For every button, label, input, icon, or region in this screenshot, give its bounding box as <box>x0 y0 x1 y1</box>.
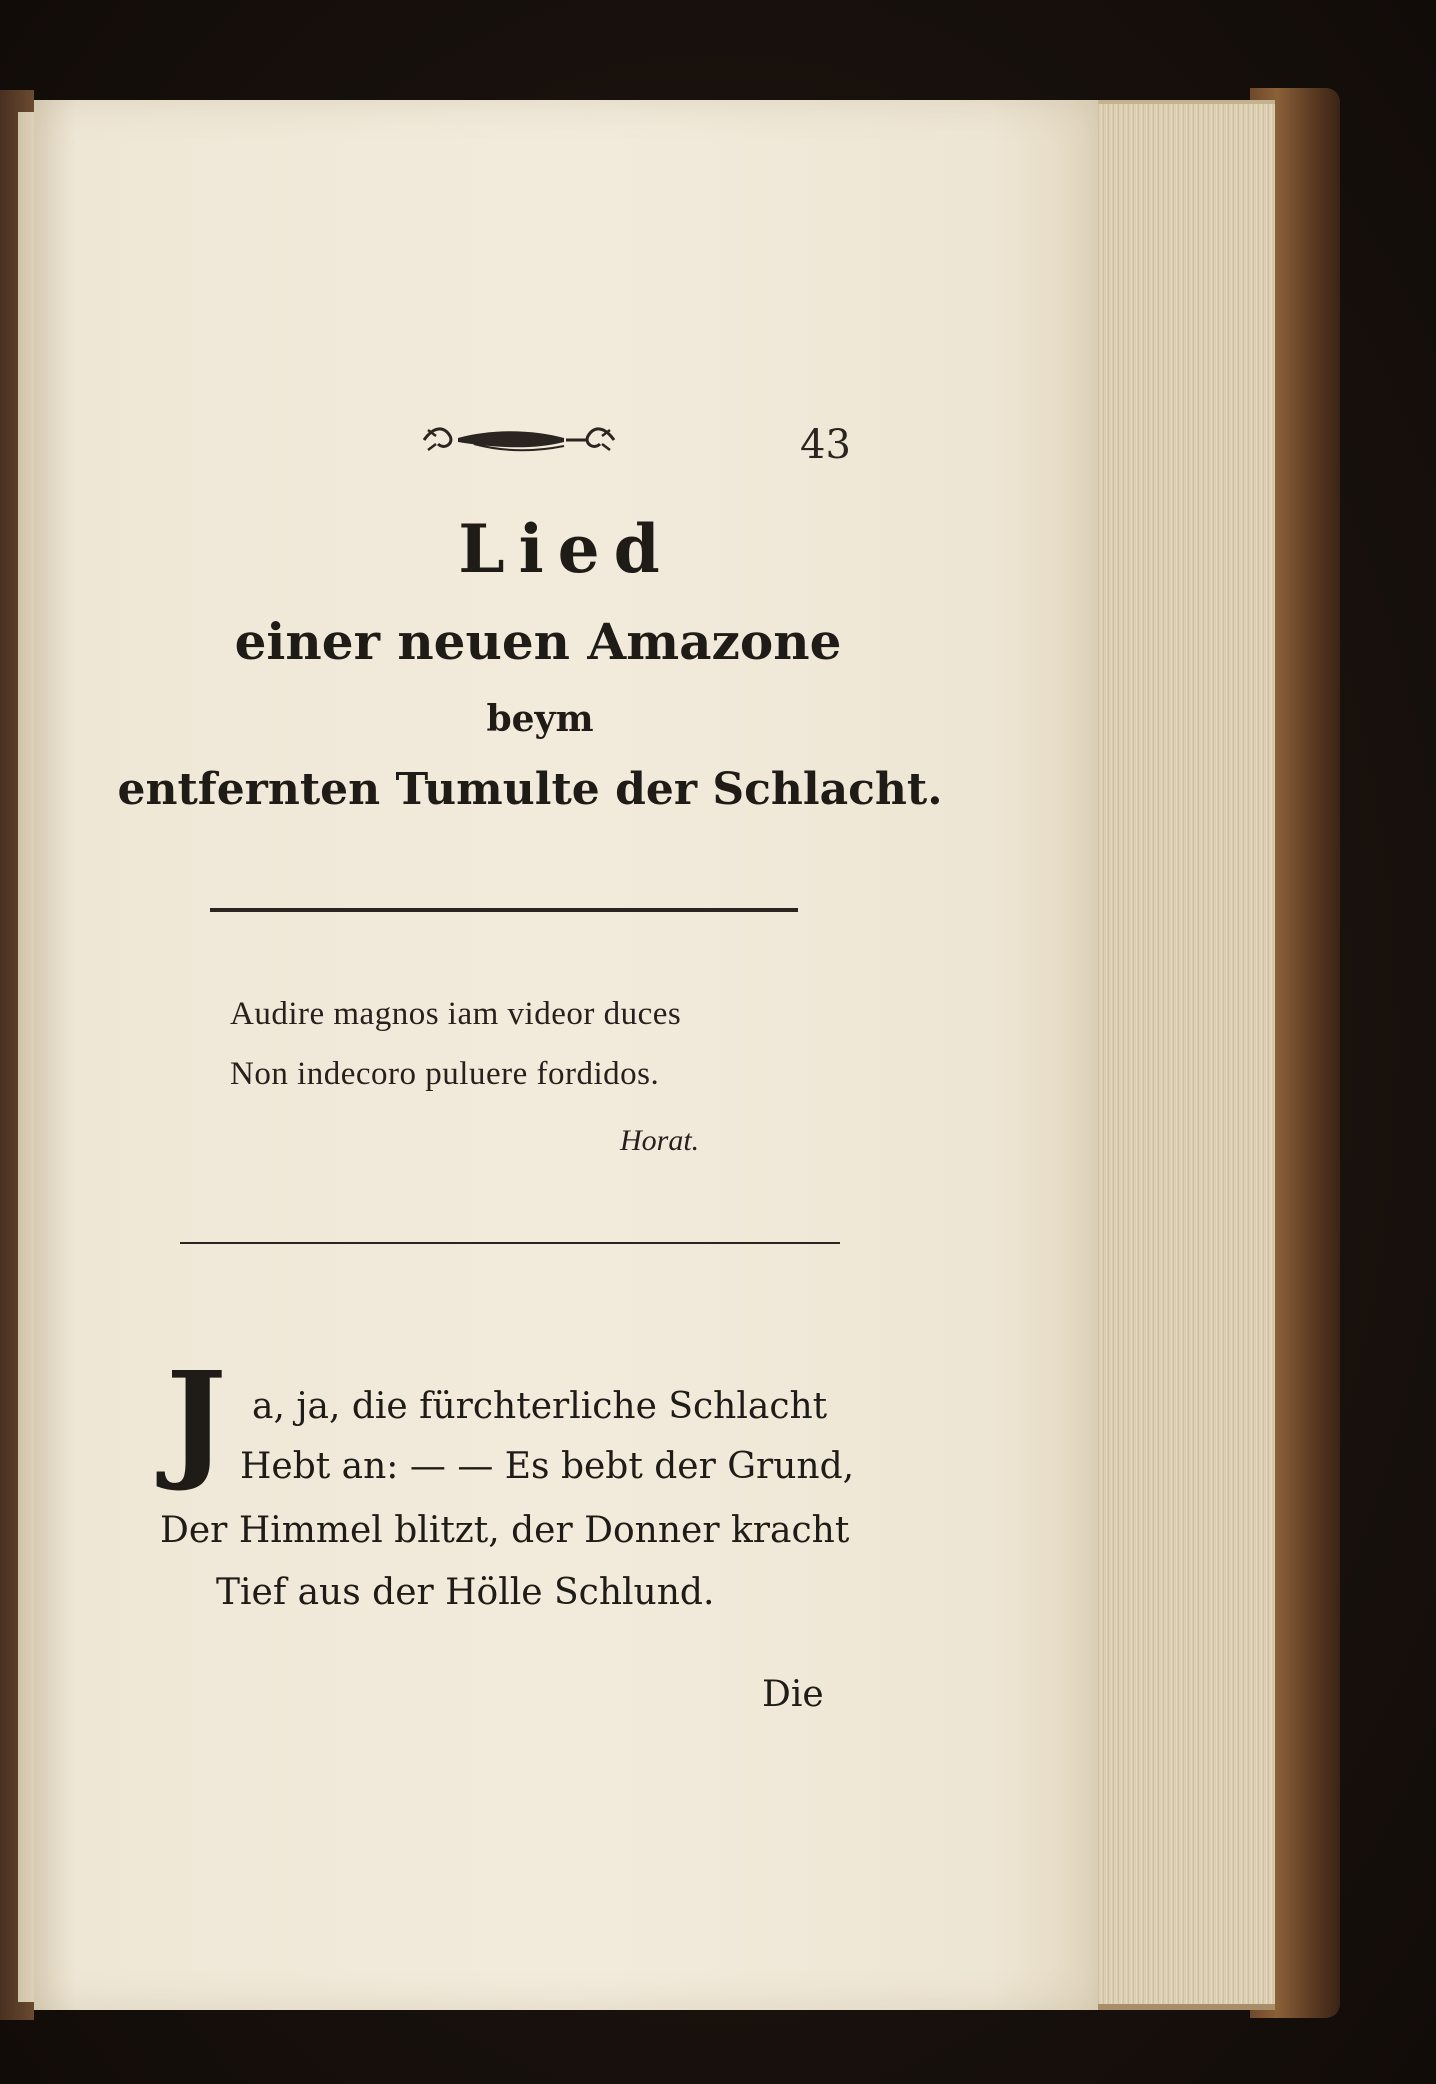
motto-line-2: Non indecoro puluere fordidos. <box>230 1056 660 1092</box>
subtitle-line-2: beym <box>486 698 594 740</box>
verse-line-3: Der Himmel blitzt, der Donner kracht <box>160 1510 850 1551</box>
motto-line-1: Audire magnos iam videor duces <box>230 996 682 1032</box>
subtitle-line-1: einer neuen Amazone <box>234 612 842 671</box>
motto-author: Horat. <box>620 1124 700 1157</box>
verse-line-2: Hebt an: — — Es bebt der Grund, <box>240 1446 855 1487</box>
divider-rule-bottom <box>180 1242 840 1244</box>
page-edges <box>1095 100 1275 2010</box>
catchword: Die <box>762 1674 824 1715</box>
book-page <box>34 100 1098 2010</box>
subtitle-line-3: entfernten Tumulte der Schlacht. <box>117 764 943 815</box>
drop-capital: J <box>166 1345 227 1495</box>
page-title: Lied <box>458 510 674 588</box>
verse-line-4: Tief aus der Hölle Schlund. <box>216 1572 715 1613</box>
verse-line-1: a, ja, die fürchterliche Schlacht <box>252 1386 828 1427</box>
headpiece-ornament-icon <box>414 418 624 462</box>
divider-rule-top <box>210 908 798 912</box>
page-number: 43 <box>800 422 851 468</box>
